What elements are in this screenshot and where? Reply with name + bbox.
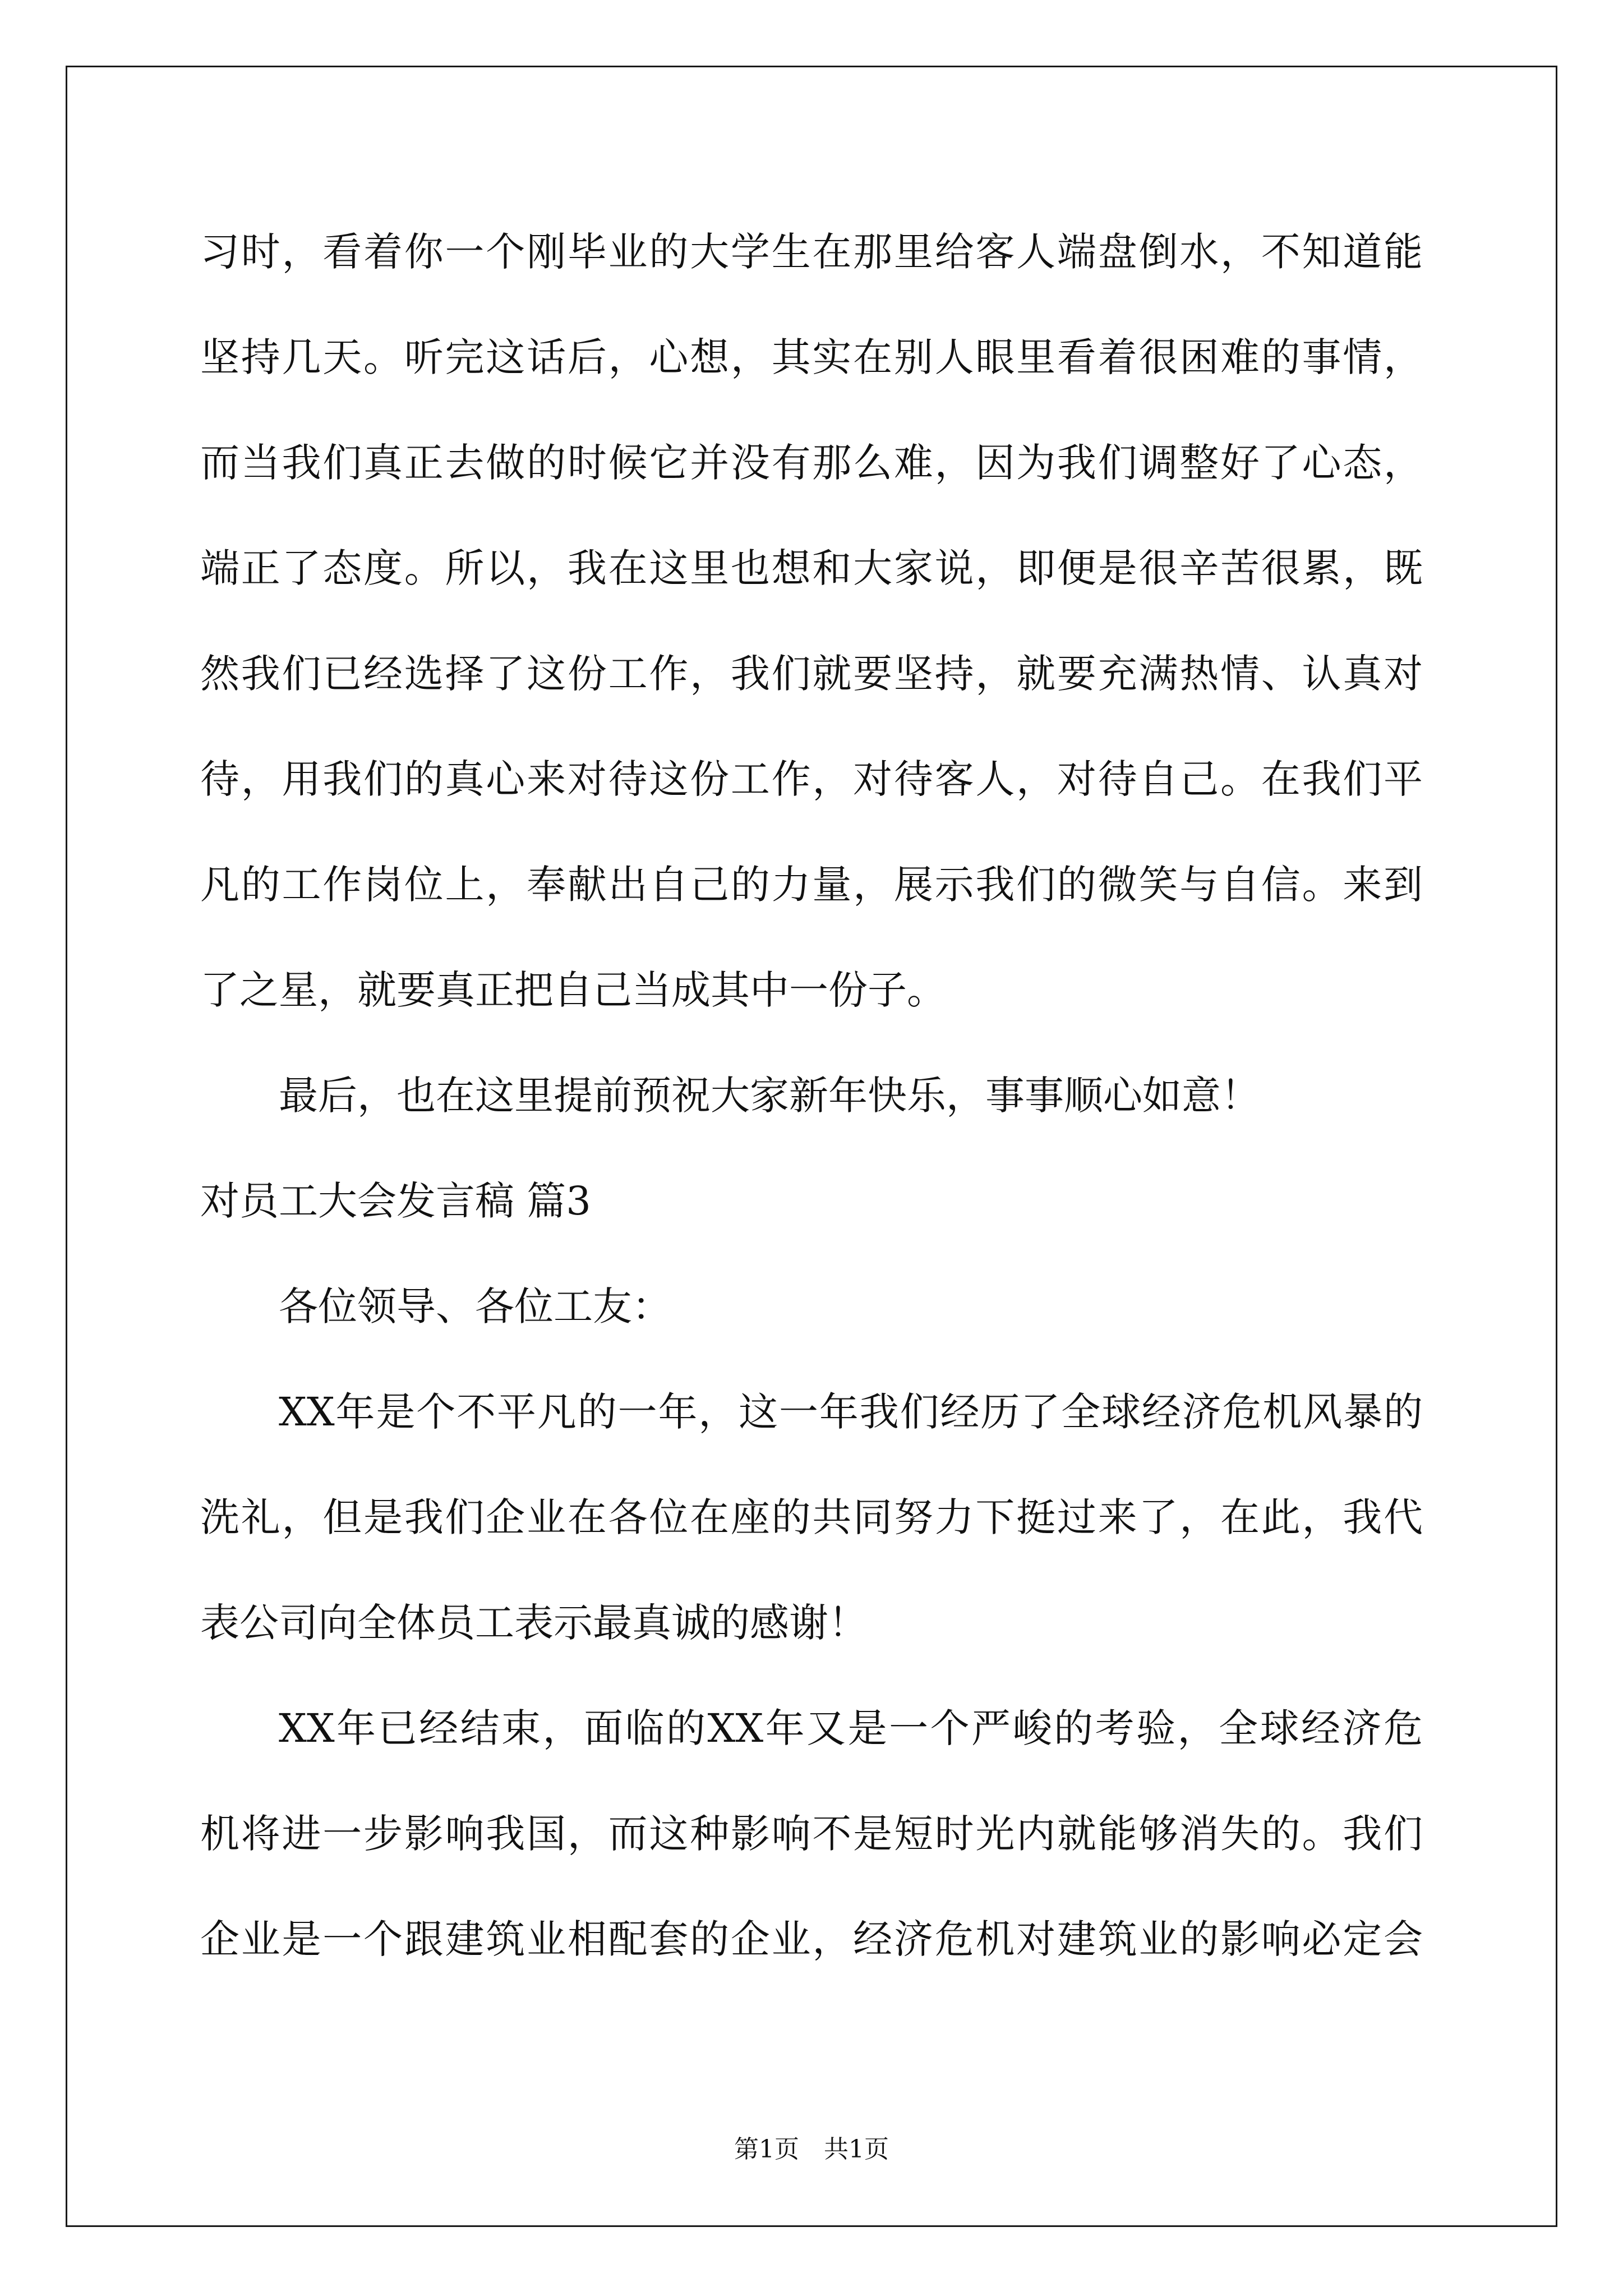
text-line: 习时，看着你一个刚毕业的大学生在那里给客人端盘倒水，不知道能 — [200, 229, 1423, 275]
text-line: 而当我们真正去做的时候它并没有那么难，因为我们调整好了心态， — [200, 440, 1423, 486]
text-line: 然我们已经选择了这份工作，我们就要坚持，就要充满热情、认真对 — [200, 651, 1423, 697]
section-heading: 对员工大会发言稿 篇3 — [200, 1178, 591, 1224]
text-line: 机将进一步影响我国，而这种影响不是短时光内就能够消失的。我们 — [200, 1811, 1423, 1857]
text-line: 待，用我们的真心来对待这份工作，对待客人，对待自己。在我们平 — [200, 756, 1423, 802]
closing-greeting: 最后，也在这里提前预祝大家新年快乐，事事顺心如意！ — [279, 1073, 1260, 1119]
text-line: 了之星，就要真正把自己当成其中一份子。 — [200, 967, 946, 1013]
text-line: XX年是个不平凡的一年，这一年我们经历了全球经济危机风暴的 — [279, 1389, 1423, 1435]
text-line: 企业是一个跟建筑业相配套的企业，经济危机对建筑业的影响必定会 — [200, 1916, 1423, 1962]
page-footer: 第1页 共1页 — [734, 2135, 889, 2164]
text-line: 洗礼，但是我们企业在各位在座的共同努力下挺过来了，在此，我代 — [200, 1494, 1423, 1540]
text-line: 凡的工作岗位上，奉献出自己的力量，展示我们的微笑与自信。来到 — [200, 862, 1423, 908]
document-body — [200, 199, 1423, 1992]
text-line: XX年已经结束，面临的XX年又是一个严峻的考验，全球经济危 — [279, 1705, 1423, 1751]
text-line: 坚持几天。听完这话后，心想，其实在别人眼里看着很困难的事情， — [200, 334, 1423, 380]
text-line: 表公司向全体员工表示最真诚的感谢！ — [200, 1600, 868, 1646]
salutation: 各位领导、各位工友： — [279, 1283, 671, 1329]
text-line: 端正了态度。所以，我在这里也想和大家说，即便是很辛苦很累，既 — [200, 545, 1423, 591]
